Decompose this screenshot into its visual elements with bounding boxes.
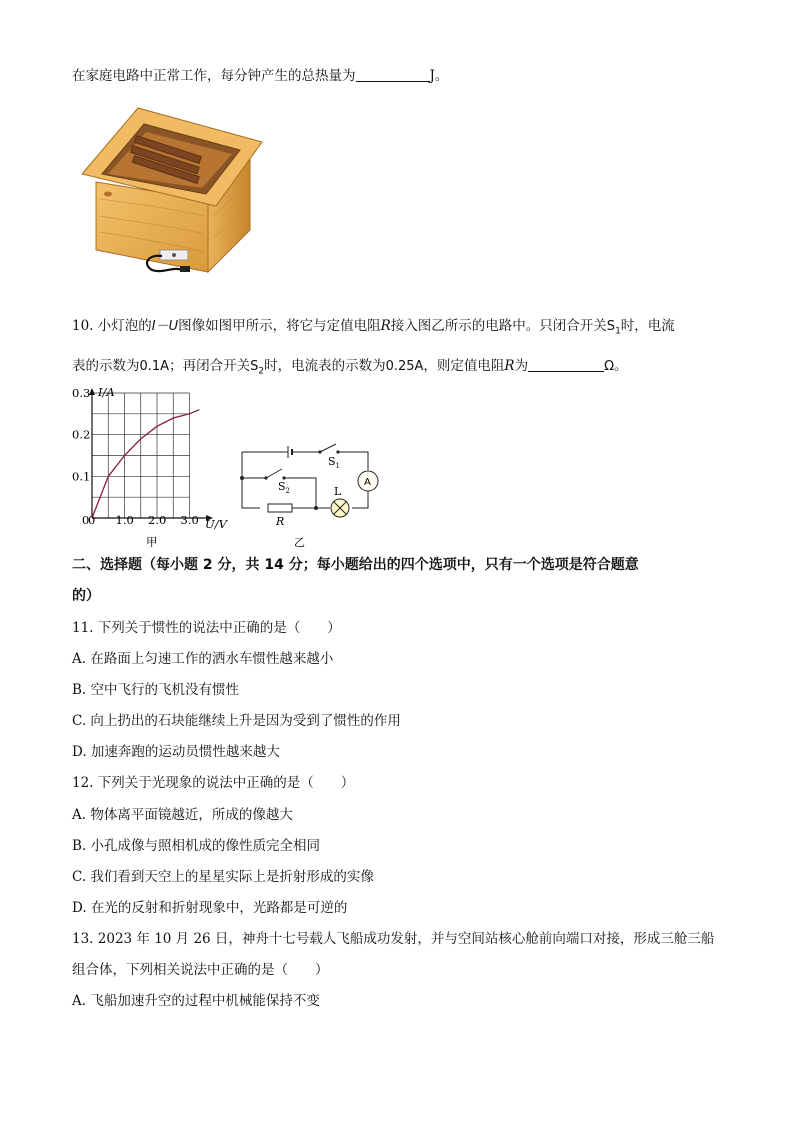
wooden-foot-warmer-image bbox=[78, 104, 266, 276]
q10-s2-symbol: $S_2$ bbox=[250, 359, 265, 377]
q10-text-b: 图像如图甲所示，将它与定值电阻 bbox=[178, 318, 381, 334]
y-tick-label: 0.2 bbox=[72, 427, 91, 442]
q13-stem-line2: 组合体，下列相关说法中正确的是（ ） bbox=[72, 962, 329, 978]
resistor-label: R bbox=[276, 515, 285, 528]
junction-dot bbox=[314, 506, 318, 510]
wire-right-down bbox=[352, 491, 368, 508]
origin-label: 0 bbox=[82, 513, 90, 527]
x-axis-label: U/V bbox=[205, 517, 227, 531]
q10-text-i: 为 bbox=[514, 358, 529, 374]
circuit-diagram bbox=[234, 432, 384, 550]
q10-r-symbol: R bbox=[380, 318, 391, 334]
wire-left bbox=[242, 452, 260, 508]
q10-iu-symbol: I－U bbox=[151, 319, 179, 334]
s1-label: $S_1$ bbox=[328, 455, 341, 470]
q10-r-symbol-2: R bbox=[504, 358, 515, 374]
answer-blank[interactable] bbox=[356, 67, 430, 82]
q12-option-a[interactable]: A. 物体离平面镜越近，所成的像越大 bbox=[72, 807, 293, 823]
q12-stem: 12. 下列关于光现象的说法中正确的是（ ） bbox=[72, 775, 355, 791]
x-tick-label: 2.0 bbox=[148, 513, 167, 527]
q11-stem: 11. 下列关于惯性的说法中正确的是（ ） bbox=[72, 620, 341, 636]
circuit-caption: 乙 bbox=[294, 536, 305, 549]
wire-top-right bbox=[338, 452, 368, 470]
q10-current-1: 0.1A bbox=[139, 359, 170, 374]
q9-tail-text: 在家庭电路中正常工作，每分钟产生的总热量为 bbox=[72, 68, 356, 84]
q10-text-c: 接入图乙所示的电路中。只闭合开关 bbox=[390, 318, 607, 334]
x-tick-label: 1.0 bbox=[115, 513, 134, 527]
q10-line2 bbox=[72, 356, 628, 382]
q13-stem-line1: 13. 2023 年 10 月 26 日，神舟十七号载人飞船成功发射，并与空间站核心舱前向端口对接，形成三舱三船 bbox=[72, 931, 715, 947]
q10-text-f: ；再闭合开关 bbox=[169, 358, 251, 374]
s2-label: $S_2$ bbox=[278, 480, 291, 495]
q11-option-d[interactable]: D. 加速奔跑的运动员惯性越来越大 bbox=[72, 744, 280, 760]
answer-blank[interactable] bbox=[528, 357, 604, 372]
q12-option-b[interactable]: B. 小孔成像与照相机成的像性质完全相同 bbox=[72, 838, 321, 854]
q11-option-a[interactable]: A. 在路面上匀速工作的洒水车惯性越来越小 bbox=[72, 651, 334, 667]
q9-tail-line bbox=[72, 66, 448, 86]
q10-s1-symbol: $S_1$ bbox=[606, 319, 621, 337]
q10-text-g: 时，电流表的示数为 bbox=[264, 358, 386, 374]
junction-dot bbox=[240, 476, 244, 480]
iu-graph bbox=[66, 383, 241, 551]
q12-option-d[interactable]: D. 在光的反射和折射现象中，光路都是可逆的 bbox=[72, 900, 348, 916]
q10-line1 bbox=[72, 316, 675, 342]
switch-s1-blade bbox=[320, 444, 336, 452]
x-tick-label: 3.0 bbox=[180, 513, 199, 527]
resistor bbox=[268, 504, 292, 512]
section-heading-cont: 的） bbox=[72, 588, 100, 604]
lamp-label: L bbox=[334, 485, 342, 498]
graph-caption: 甲 bbox=[146, 535, 158, 549]
section-heading: 二、选择题（每小题 2 分，共 14 分；每小题给出的四个选项中，只有一个选项是符合题意 bbox=[72, 557, 639, 573]
q10-text-a: 10. 小灯泡的 bbox=[72, 318, 152, 334]
q10-text-h: ，则定值电阻 bbox=[423, 358, 505, 374]
q9-unit: J。 bbox=[429, 68, 449, 84]
q10-text-d: 时，电流 bbox=[620, 318, 675, 334]
q10-text-e: 表的示数为 bbox=[72, 358, 140, 374]
q12-option-c[interactable]: C. 我们看到天空上的星星实际上是折射形成的实像 bbox=[72, 869, 374, 885]
origin-x-label: 0 bbox=[88, 513, 96, 527]
q11-option-c[interactable]: C. 向上扔出的石块能继续上升是因为受到了惯性的作用 bbox=[72, 713, 401, 729]
q10-current-2: 0.25A bbox=[385, 359, 424, 374]
ammeter-label: A bbox=[364, 477, 371, 488]
switch-s2-blade bbox=[266, 469, 282, 478]
y-tick-label: 0.1 bbox=[72, 469, 91, 484]
q13-option-a[interactable]: A. 飞船加速升空的过程中机械能保持不变 bbox=[72, 993, 320, 1009]
y-tick-label: 0.3 bbox=[72, 386, 91, 400]
q10-unit: Ω bbox=[604, 359, 615, 374]
q10-end: 。 bbox=[614, 358, 628, 374]
q11-option-b[interactable]: B. 空中飞行的飞机没有惯性 bbox=[72, 682, 240, 698]
y-axis-label: I/A bbox=[98, 385, 115, 399]
